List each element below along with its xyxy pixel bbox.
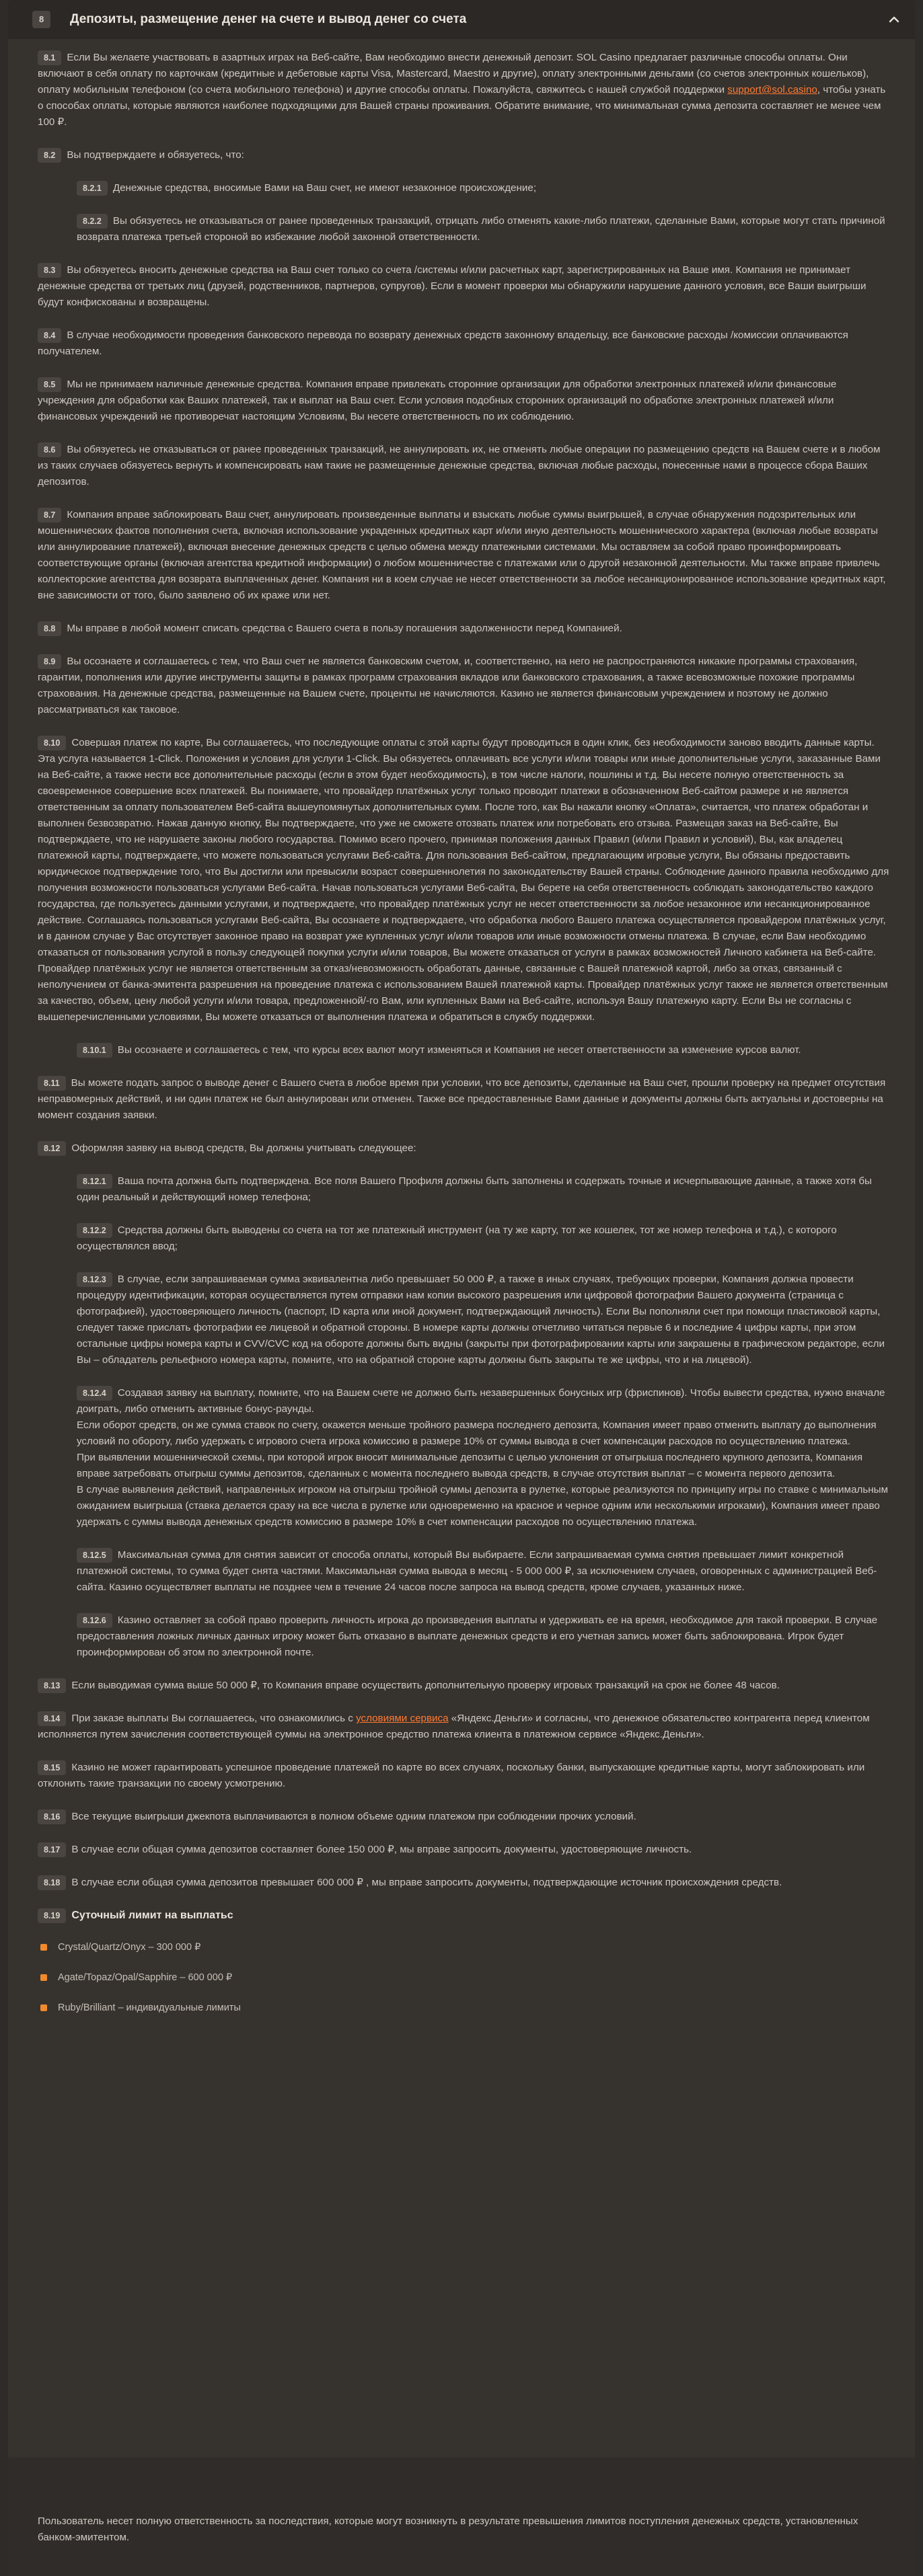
clause-8-12-3 xyxy=(77,1272,892,1368)
clause-number: 8.2.2 xyxy=(77,214,108,229)
clause-number: 8.9 xyxy=(38,654,61,669)
clause-number: 8.12.4 xyxy=(77,1386,112,1401)
clause-text: В случае если общая сумма депозитов превышает 600 000 ₽ , мы вправе запросить документы, подтверждающие источник происхождения средств. xyxy=(71,1877,782,1888)
clause-8-12-6 xyxy=(77,1612,892,1661)
clause-number: 8.10 xyxy=(38,736,66,750)
clause-number: 8.16 xyxy=(38,1809,66,1824)
clause-text: Вы обязуетесь вносить денежные средства на Ваш счет только со счета /системы и/или расчетных карт, зарегистрированных на Ваше имя. Компания не принимает денежные средства от третьих лиц (друзей, родственников, партнеров, супругов). Если в момент проверки мы обнаружили нарушение данного условия, все Ваши выигрыши будут конфискованы и возвращены. xyxy=(38,264,866,308)
clause-number: 8.12.2 xyxy=(77,1223,112,1238)
clause-number: 8.17 xyxy=(38,1842,66,1857)
clause-text: Создавая заявку на выплату, помните, что на Вашем счете не должно быть незавершенных бонусных игр (фриспинов). Чтобы вывести средства, нужно вначале доиграть, либо отменить активные бонус-раунды. Если оборот средств, он же сумма ставок по счету, окажется меньше тройного размера последнего депозита, Компания имеет право отменить выплату до выполнения условий по обороту, либо удержать с игрового счета игрока комиссию в размере 10% от суммы вывода в счет компенсации расходов по осуществлению платежа. При выявлении мошеннической схемы, при которой игрок вносит минимальные депозиты с целью уклонения от отыгрыша последнего крупного депозита, Компания вправе затребовать отыгрыш суммы депозитов, сделанных с момента последнего вывода средств, в случае отсутствия выплат – с момента первого депозита. В случае выявления действий, направленных игроком на отыгрыш тройной суммы депозита в рулетке, которые реализуются по принципу игры по ставке с минимальным ожиданием выигрыша (ставка делается сразу на все числа в рулетке или одновременно на красное и черное одним или несколькими игроками), Компания имеет право удержать с суммы вывода денежных средств комиссию в размере 10% в счет компенсации расходов по осуществлению платежа. xyxy=(77,1387,889,1528)
clause-8-8 xyxy=(38,621,892,637)
clause-number: 8.8 xyxy=(38,621,61,636)
clause-text: В случае необходимости проведения банковского перевода по возврату денежных средств законному владельцу, все банковские расходы /комиссии оплачиваются получателем. xyxy=(38,329,848,357)
clause-8-2 xyxy=(38,147,892,163)
clause-8-17 xyxy=(38,1842,892,1858)
list-item xyxy=(38,1941,892,1954)
clause-number: 8.2.1 xyxy=(77,181,108,196)
limit-text: Agate/Topaz/Opal/Sapphire – 600 000 ₽ xyxy=(58,1972,233,1983)
section-number-badge: 8 xyxy=(32,11,50,28)
clause-number: 8.7 xyxy=(38,508,61,522)
bullet-icon xyxy=(40,1944,47,1951)
clause-text: Вы подтверждаете и обязуетесь, что: xyxy=(67,149,244,161)
clause-number: 8.12.3 xyxy=(77,1272,112,1287)
limit-text: Crystal/Quartz/Onyx – 300 000 ₽ xyxy=(58,1942,201,1953)
clause-number: 8.12.5 xyxy=(77,1548,112,1563)
clause-8-16 xyxy=(38,1809,892,1825)
clause-number: 8.12.6 xyxy=(77,1613,112,1628)
clause-text: Все текущие выигрыши джекпота выплачиваются в полном объеме одним платежом при соблюдении прочих условий. xyxy=(71,1811,636,1822)
clause-text: Вы можете подать запрос о выводе денег с Вашего счета в любое время при условии, что все депозиты, сделанные на Ваш счет, прошли проверку на предмет отсутствия неправомерных действий, и ни один платеж не был аннулирован или отменен. Также все предоставленные Вами данные и документы должны быть актуальны и достоверны на момент создания заявки. xyxy=(38,1077,886,1121)
limits-list xyxy=(38,1941,892,2015)
clause-8-12 xyxy=(38,1140,892,1157)
clause-8-10-1 xyxy=(77,1042,892,1058)
clause-8-5 xyxy=(38,377,892,425)
list-item xyxy=(38,2001,892,2015)
clause-8-1 xyxy=(38,50,892,130)
clause-text: Мы вправе в любой момент списать средства с Вашего счета в пользу погашения задолженности перед Компанией. xyxy=(67,623,622,634)
clause-8-4 xyxy=(38,327,892,360)
clause-8-14 xyxy=(38,1711,892,1743)
clause-number: 8.15 xyxy=(38,1760,66,1775)
clause-text: Совершая платеж по карте, Вы соглашаетесь, что последующие оплаты с этой карты будут проводиться в один клик, без необходимости заново вводить данные карты. Эта услуга называется 1-Click. Положения и условия для услуги 1-Click. Вы обязуетесь оплачивать все услуги и/или товары или иные дополнительные услуги, заказанные Вами на Веб-сайте, а также нести все дополнительные расходы (если в этом будет необходимость), в том числе налоги, пошлины и т.д. Вы несете полную ответственность за своевременное совершение всех платежей. Вы понимаете, что провайдер платёжных услуг только проводит платежи в обозначенном Веб-сайтом размере и не является ответственным за оплату пользователем Веб-сайта вышеупомянутых дополнительных сумм. После того, как Вы нажали кнопку «Оплата», считается, что платеж обработан и выполнен безвозвратно. Нажав данную кнопку, Вы подтверждаете, что уже не сможете отозвать платеж или потребовать его отзыва. Размещая заказ на Веб-сайте, Вы подтверждаете, что не нарушаете законы любого государства. Помимо всего прочего, принимая положения данных Правил (и/или Правил и условий), Вы, как владелец платежной карты, подтверждаете, что можете пользоваться услугами Веб-сайта. Для пользования Веб-сайтом, предлагающим игровые услуги, Вы обязаны предоставить юридическое подтверждение того, что Вы достигли или превысили возраст совершеннолетия по законодательству Вашей страны. Соблюдение данного правила необходимо для получения возможности пользоваться услугами Веб-сайта. Начав пользоваться услугами Веб-сайта, Вы берете на себя ответственность соблюдать законодательство каждого государства, где пользуетесь данными услугами, и подтверждаете, что провайдер платёжных услуг не несет ответственности за любое незаконное или несанкционированное действие. Соглашаясь пользоваться услугами Веб-сайта, Вы осознаете и подтверждаете, что обработка любого Вашего платежа осуществляется провайдером платёжных услуг, и в данном случае у Вас отсутствует законное право на возврат уже купленных услуг и/или товаров или иные возможности отмены платежа. В случае, если Вам необходимо отказаться от пользования услугой в пользу следующей покупки услуги и/или товаров, Вы можете отказаться от услуги в рамках возможностей Личного кабинета на Веб-сайте. Провайдер платёжных услуг не является ответственным за отказ/невозможность обработать данные, связанные с Вашей платежной картой, либо за отказ, связанный с неполучением от банка-эмитента разрешения на проведение платежа с использованием Вашей платежной карты. Провайдер платёжных услуг также не является ответственным за качество, объем, цену любой услуги и/или товара, предложенной/-го Вам, или купленных Вами на Веб-сайте, используя Вашу платежную карту. Если Вы не согласны с вышеперечисленными условиями, Вы можете отказаться от выполнения платежа и обратиться в службу поддержки. xyxy=(38,737,889,1023)
clause-8-19 xyxy=(38,1908,892,1924)
clause-text: Вы осознаете и соглашаетесь с тем, что Ваш счет не является банковским счетом, и, соответственно, на него не распространяются никакие программы страхования, гарантии, пополнения или другие инструменты защиты в рамках программ страхования вкладов или банковского страхования, а также всевозможные похожие программы страхования. На денежные средства, размещенные на Вашем счете, проценты не начисляются. Казино не является финансовым учреждением и поэтому не должно рассматриваться как таковое. xyxy=(38,656,858,715)
clause-text: При заказе выплаты Вы соглашаетесь, что ознакомились с xyxy=(71,1713,357,1724)
section-body xyxy=(38,50,892,2031)
clause-number: 8.5 xyxy=(38,377,61,392)
clause-8-11 xyxy=(38,1075,892,1124)
clause-8-2-2 xyxy=(77,213,892,245)
clause-number: 8.12 xyxy=(38,1141,66,1156)
clause-text: Если выводимая сумма выше 50 000 ₽, то Компания вправе осуществить дополнительную проверку игровых транзакций на срок не более 48 часов. xyxy=(71,1680,780,1691)
clause-number: 8.4 xyxy=(38,328,61,343)
clause-8-15 xyxy=(38,1760,892,1792)
footer-note: Пользователь несет полную ответственность за последствия, которые могут возникнуть в результате превышения лимитов поступления денежных средств, установленных банком-эмитентом. xyxy=(38,2515,858,2543)
limit-text: Ruby/Brilliant – индивидуальные лимиты xyxy=(58,2002,241,2013)
clause-8-2-1 xyxy=(77,180,892,196)
clause-8-6 xyxy=(38,442,892,490)
clause-number: 8.14 xyxy=(38,1711,66,1726)
clause-8-12-4 xyxy=(77,1385,892,1530)
terms-section-card xyxy=(8,0,915,2576)
clause-number: 8.2 xyxy=(38,148,61,163)
service-terms-link[interactable]: условиями сервиса xyxy=(356,1713,449,1724)
bullet-icon xyxy=(40,1974,47,1981)
clause-number: 8.6 xyxy=(38,442,61,457)
clause-8-9 xyxy=(38,654,892,718)
clause-text: Денежные средства, вносимые Вами на Ваш счет, не имеют незаконное происхождение; xyxy=(112,182,537,194)
clause-text: Мы не принимаем наличные денежные средства. Компания вправе привлекать сторонние организации для обработки электронных платежей и/или финансовые учреждения для обработки как Ваших платежей, так и выплат на Ваш счет. Если условия подобных сторонних организаций по обработке электронных платежей и/или финансовых учреждений не противоречат настоящим Условиям, Вы несете ответственность по их соблюдению. xyxy=(38,379,837,422)
clause-number: 8.11 xyxy=(38,1076,66,1091)
section-header[interactable] xyxy=(8,0,915,39)
clause-text: Вы осознаете и соглашаетесь с тем, что курсы всех валют могут изменяться и Компания не несет ответственности за изменение курсов валют. xyxy=(117,1044,801,1056)
support-email-link[interactable]: support@sol.casino xyxy=(727,84,817,95)
clause-text: Максимальная сумма для снятия зависит от способа оплаты, который Вы выбираете. Если запрашиваемая сумма снятия превышает лимит конкретной платежной системы, то сумма будет снята частями. Максимальная сумма вывода в месяц - 5 000 000 ₽, за исключением случаев, оговоренных с администрацией Веб-сайта. Казино осуществляет выплаты не позднее чем в течение 24 часов после запроса на вывод средств, кроме случаев, указанных ниже. xyxy=(77,1549,877,1593)
bullet-icon xyxy=(40,2004,47,2011)
clause-number: 8.12.1 xyxy=(77,1174,112,1189)
clause-text: Если Вы желаете участвовать в азартных играх на Веб-сайте, Вам необходимо внести денежный депозит. SOL Casino предлагает различные способы оплаты. Они включают в себя оплату по карточкам (кредитные и дебетовые карты Visa, Mastercard, Maestro и другие), оплату электронными деньгами (со счетов электронных кошельков), оплату мобильным телефоном (со счета мобильного телефона) и другие способы оплаты. Пожалуйста, свяжитесь с нашей службой поддержки xyxy=(38,52,869,95)
clause-text: , чтобы узнать о способах оплаты, которые являются наиболее подходящими для Вашей страны проживания. Обратите внимание, что минимальная сумма депозита составляет не менее чем 100 ₽. xyxy=(38,84,886,128)
clause-text: Оформляя заявку на вывод средств, Вы должны учитывать следующее: xyxy=(71,1142,416,1154)
clause-8-3 xyxy=(38,262,892,311)
clause-text: «Яндекс.Деньги» и согласны, что денежное обязательство контрагента перед клиентом исполняется путем зачисления соответствующей суммы на электронное средство платежа клиента в платежном сервисе «Яндекс.Деньги». xyxy=(38,1713,870,1740)
clause-8-13 xyxy=(38,1678,892,1694)
clause-text: Вы обязуетесь не отказываться от ранее проведенных транзакций, отрицать либо отменять какие-либо платежи, сделанные Вами, которые могут стать причиной возврата платежа третьей стороной во избежание любой законной ответственности. xyxy=(77,215,885,243)
clause-8-12-5 xyxy=(77,1547,892,1596)
clause-8-18 xyxy=(38,1875,892,1891)
clause-text: Компания вправе заблокировать Ваш счет, аннулировать произведенные выплаты и взыскать любые суммы выигрышей, в случае обнаружения подозрительных или мошеннических фактов пополнения счета, включая использование украденных кредитных карт и/или иную деятельность мошеннического характера (включая любые возвраты или аннулирование платежей), включая внесение денежных средств с целью обмена между платежными системами. Мы оставляем за собой право проинформировать соответствующие органы (включая агентства кредитной информации) о любом мошенничестве с платежами или о другой незаконной деятельности. Мы также вправе привлечь коллекторские агентства для возврата выплаченных денег. Компания ни в коем случае не несет ответственности за любое несанкционированное использование кредитных карт, вне зависимости от того, было заявлено об их краже или нет. xyxy=(38,509,886,601)
clause-8-12-2 xyxy=(77,1222,892,1255)
clause-number: 8.3 xyxy=(38,263,61,278)
clause-text: Казино не может гарантировать успешное проведение платежей по карте во всех случаях, поскольку банки, выпускающие кредитные карты, могут заблокировать или отклонить такие транзакции по своему усмотрению. xyxy=(38,1762,865,1789)
clause-number: 8.13 xyxy=(38,1678,66,1693)
clause-8-12-1 xyxy=(77,1173,892,1206)
list-item xyxy=(38,1971,892,1984)
clause-text: В случае если общая сумма депозитов составляет более 150 000 ₽, мы вправе запросить документы, удостоверяющие личность. xyxy=(71,1844,692,1855)
clause-number: 8.1 xyxy=(38,50,61,65)
clause-text: Казино оставляет за собой право проверить личность игрока до произведения выплаты и удерживать ее на время, необходимое для такой проверки. В случае предоставления ложных личных данных игроку может быть отказано в выплате денежных средств и его учетная запись может быть заблокирована. Игрок будет проинформирован об этом по электронной почте. xyxy=(77,1614,878,1658)
clause-number: 8.19 xyxy=(38,1908,66,1923)
clause-text: Средства должны быть выводены со счета на тот же платежный инструмент (на ту же карту, тот же кошелек, тот же номер телефона и т.д.), с которого осуществлялся ввод; xyxy=(77,1224,837,1252)
section-title: Депозиты, размещение денег на счете и вывод денег со счета xyxy=(70,12,467,26)
clause-text: В случае, если запрашиваемая сумма эквивалентна либо превышает 50 000 ₽, а также в иных случаях, требующих проверки, Компания должна провести процедуру идентификации, которая осуществляется путем отправки нам копии высокого разрешения или цифровой фотографии Вашего документа (страница с фотографией), удостоверяющего личность (паспорт, ID карта или иной документ, подтверждающий личность). Если Вы пополняли счет при помощи пластиковой карты, следует также прислать фотографии ее лицевой и обратной стороны. В номере карты должны отчетливо читаться первые 6 и последние 4 цифры карты, при этом остальные цифры номера карты и CVV/CVC код на обороте должны быть видны (закрыты при фотографировании карты или закрашены в графическом редакторе, если Вы – обладатель рельефного номера карты, помните, что на обратной стороне карты должны быть закрыты те же цифры, что и на лицевой). xyxy=(77,1274,885,1366)
clause-number: 8.18 xyxy=(38,1875,66,1890)
clause-8-7 xyxy=(38,507,892,604)
clause-8-10 xyxy=(38,735,892,1025)
clause-text: Вы обязуетесь не отказываться от ранее проведенных транзакций, не аннулировать их, не отменять любые операции по размещению средств на Вашем счете и в любом из таких случаев обязуетесь вернуть и компенсировать нам такие не размещенные денежные средства, включая любые расходы, понесенные нами в процессе сбора Ваших депозитов. xyxy=(38,444,881,487)
chevron-up-icon[interactable] xyxy=(888,13,900,26)
daily-limit-heading: Суточный лимит на выплатьс xyxy=(71,1910,233,1921)
clause-number: 8.10.1 xyxy=(77,1043,112,1058)
clause-text: Ваша почта должна быть подтверждена. Все поля Вашего Профиля должны быть заполнены и содержать точные и исчерпывающие данные, а также хотя бы один реальный и действующий номер телефона; xyxy=(77,1175,872,1203)
